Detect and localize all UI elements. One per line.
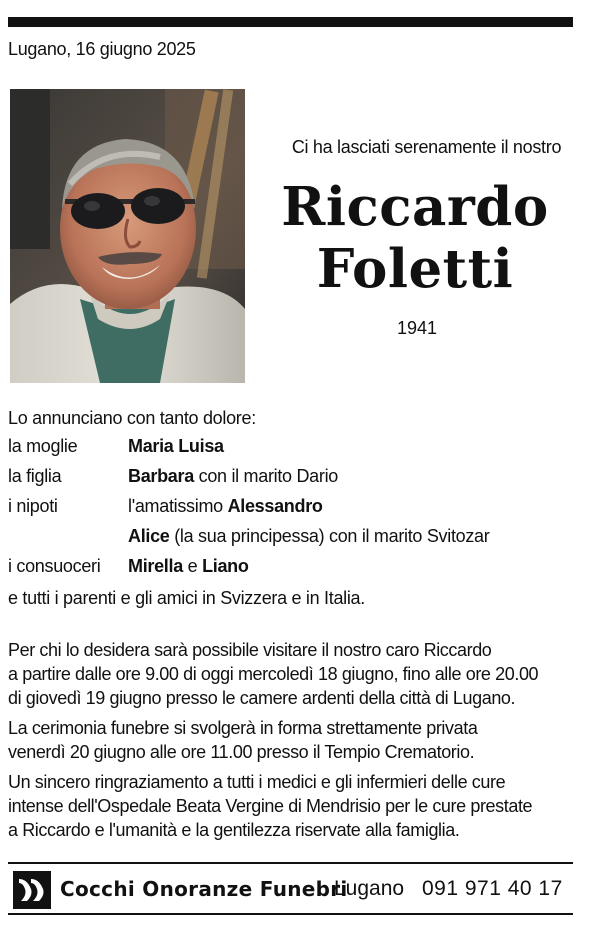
funeral-home-name: Cocchi Onoranze Funebri	[60, 877, 348, 901]
footer-top-rule	[8, 862, 573, 864]
paragraph-line: Un sincero ringraziamento a tutti i medici e gli infermieri delle cure	[8, 772, 506, 792]
service-paragraphs	[8, 638, 598, 848]
place-date: Lugano, 16 giugno 2025	[8, 39, 196, 59]
intro-text: Ci ha lasciati serenamente il nostro	[291, 137, 562, 157]
funeral-home-logo-icon	[13, 871, 51, 909]
deceased-name	[255, 176, 575, 300]
funeral-home-city: Lugano	[334, 877, 405, 900]
paragraph-line: La cerimonia funebre si svolgerà in forma strettamente privata	[8, 718, 478, 738]
family-role: i consuoceri	[8, 556, 101, 576]
family-member-text: con il marito Dario	[193, 466, 338, 486]
family-row	[8, 556, 598, 586]
paragraph-line: a Riccardo e l'umanità e la gentilezza riservate alla famiglia.	[8, 820, 460, 840]
family-member-text: (la sua principessa) con il marito Svitozar	[169, 526, 490, 546]
paragraph	[8, 638, 598, 710]
family-member-text: e	[182, 556, 203, 576]
funeral-home-footer	[8, 869, 573, 911]
paragraph-line: venerdì 20 giugno alle ore 11.00 presso il Tempio Crematorio.	[8, 742, 475, 762]
paragraph-line: a partire dalle ore 9.00 di oggi mercoledì 18 giugno, fino alle ore 20.00	[8, 664, 539, 684]
family-member-name: Alessandro	[227, 496, 323, 516]
family-member-text: l'amatissimo	[128, 496, 228, 516]
family-row	[8, 466, 598, 496]
family-row	[8, 496, 598, 526]
family-role: la figlia	[8, 466, 62, 486]
family-members	[128, 436, 224, 457]
family-member-name: Maria Luisa	[128, 436, 224, 456]
family-row	[8, 526, 598, 556]
funeral-home-phone: 091 971 40 17	[422, 877, 563, 900]
family-members	[128, 466, 338, 487]
first-name: Riccardo	[281, 176, 549, 238]
family-member-name: Mirella	[128, 556, 183, 576]
family-members	[128, 496, 323, 517]
deceased-portrait-photo	[10, 89, 245, 383]
paragraph-line: di giovedì 19 giugno presso le camere ardenti della città di Lugano.	[8, 688, 516, 708]
family-members	[128, 526, 489, 547]
closing-text: e tutti i parenti e gli amici in Svizzera e in Italia.	[8, 588, 365, 608]
family-member-name: Barbara	[128, 466, 194, 486]
paragraph-line: Per chi lo desidera sarà possibile visitare il nostro caro Riccardo	[8, 640, 492, 660]
paragraph	[8, 770, 598, 842]
family-row	[8, 436, 598, 466]
family-member-name: Alice	[128, 526, 170, 546]
last-name: Foletti	[316, 238, 514, 300]
paragraph	[8, 716, 598, 764]
family-role: la moglie	[8, 436, 78, 456]
announcement-text: Lo annunciano con tanto dolore:	[8, 408, 256, 428]
top-rule	[8, 17, 573, 27]
family-role: i nipoti	[8, 496, 58, 516]
family-list	[8, 436, 598, 586]
family-members	[128, 556, 249, 577]
family-member-name: Liano	[202, 556, 249, 576]
birth-year: 1941	[396, 318, 438, 338]
paragraph-line: intense dell'Ospedale Beata Vergine di Mendrisio per le cure prestate	[8, 796, 533, 816]
footer-bottom-rule	[8, 913, 573, 915]
